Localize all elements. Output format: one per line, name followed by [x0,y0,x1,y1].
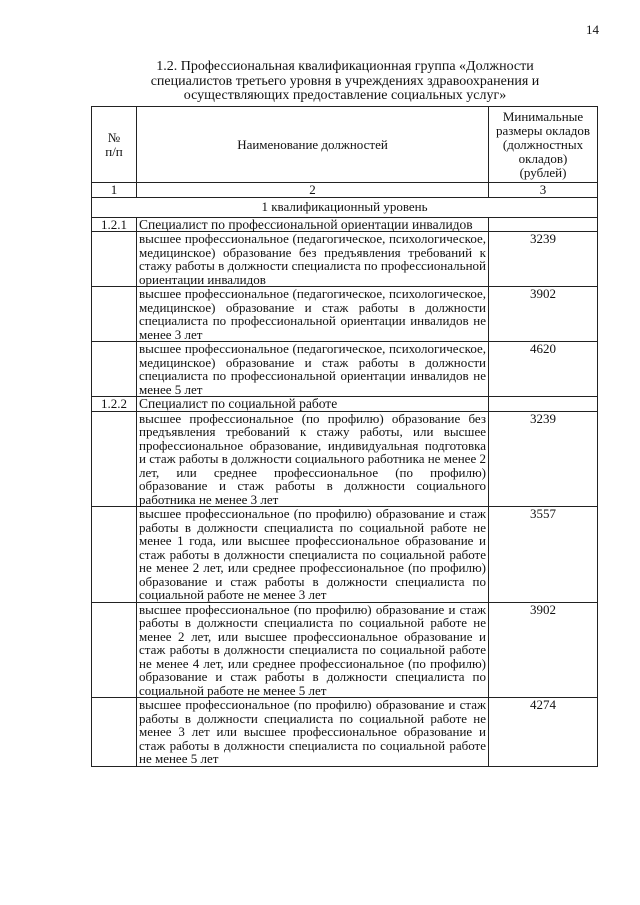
salary-value: 3239 [489,411,598,507]
requirement-text: высшее профессиональное (по профилю) образование и стаж работы в должности специалиста по социальной работе не менее 2 лет, или высшее профессиональное образование и стаж работы в должности специалиста по социальной работе не менее 4 лет, или среднее профессиональное (по профилю) образование и стаж работы в должности специалиста по социальной работе не менее 5 лет [137,602,489,698]
header-number-abbr: п/п [105,143,123,159]
group-number: 1.2.2 [92,397,137,412]
qualification-level: 1 квалификационный уровень [92,197,598,217]
column-number-row [92,183,598,198]
header-position-name: Наименование должностей [137,107,489,183]
group-title: Специалист по социальной работе [137,397,489,412]
table-row [92,602,598,698]
section-title-line: 1.2. Профессиональная квалификационная группа «Должности [156,59,534,74]
header-salary-line: (должностных [502,136,584,152]
header-salary-line: размеры окладов [495,122,591,138]
empty-number-cell [92,507,137,603]
section-title [110,60,580,104]
empty-number-cell [92,287,137,342]
section-title-line: специалистов третьего уровня в учреждениях здравоохранения и [150,73,540,89]
salary-table [91,106,598,767]
requirement-text: высшее профессиональное (педагогическое, психологическое, медицинское) образование и стаж работы в должности специалиста по профессиональной ориентации инвалидов не менее 3 лет [137,287,489,342]
salary-value: 4274 [489,698,598,767]
table-row [92,232,598,287]
column-number-2: 2 [137,183,489,198]
section-title-line: осуществляющих предоставление социальных услуг» [183,88,507,103]
header-salary-line: (рублей) [519,164,567,180]
group-row [92,397,598,412]
header-salary-cell [489,107,598,183]
requirement-text: высшее профессиональное (по профилю) образование и стаж работы в должности специалиста по социальной работе не менее 1 года, или высшее профессиональное образование и стаж работы в должности специалиста по социальной работе не менее 2 лет, или среднее профессиональное (по профилю) образование и стаж работы в должности специалиста по социальной работе не менее 3 лет [137,507,489,603]
requirement-text: высшее профессиональное (по профилю) образование и стаж работы в должности специалиста по социальной работе не менее 3 лет или высшее профессиональное образование и стаж работы в должности специалиста по социальной работе не менее 5 лет [137,698,489,767]
requirement-text: высшее профессиональное (педагогическое, психологическое, медицинское) образование без предъявления требований к стажу работы в должности специалиста по профессиональной ориентации инвалидов [137,232,489,287]
salary-value: 3902 [489,602,598,698]
empty-salary-cell [489,217,598,232]
group-number: 1.2.1 [92,217,137,232]
empty-number-cell [92,602,137,698]
table-header-row [92,107,598,183]
empty-number-cell [92,232,137,287]
salary-value: 3557 [489,507,598,603]
salary-value: 4620 [489,342,598,397]
group-title: Специалист по профессиональной ориентации инвалидов [137,217,489,232]
level-row [92,197,598,217]
column-number-3: 3 [489,183,598,198]
salary-value: 3902 [489,287,598,342]
header-salary-line: окладов) [518,150,568,166]
page-number: 14 [586,22,599,37]
empty-salary-cell [489,397,598,412]
table-row [92,342,598,397]
table-row [92,411,598,507]
header-number-cell [92,107,137,183]
requirement-text: высшее профессиональное (по профилю) образование без предъявления требований к стажу работы, или высшее профессиональное образование, индивидуальная подготовка и стаж работы в должности социального работника не менее 2 лет, или среднее профессиональное (по профилю) образование и стаж работы в должности социального работника не менее 3 лет [137,411,489,507]
empty-number-cell [92,342,137,397]
table-row [92,698,598,767]
salary-value: 3239 [489,232,598,287]
header-salary-line: Минимальные [502,108,584,124]
empty-number-cell [92,411,137,507]
empty-number-cell [92,698,137,767]
column-number-1: 1 [92,183,137,198]
requirement-text: высшее профессиональное (педагогическое, психологическое, медицинское) образование и стаж работы в должности специалиста по профессиональной ориентации инвалидов не менее 5 лет [137,342,489,397]
table-row [92,287,598,342]
group-row [92,217,598,232]
table-row [92,507,598,603]
header-number-symbol: № [107,130,121,145]
